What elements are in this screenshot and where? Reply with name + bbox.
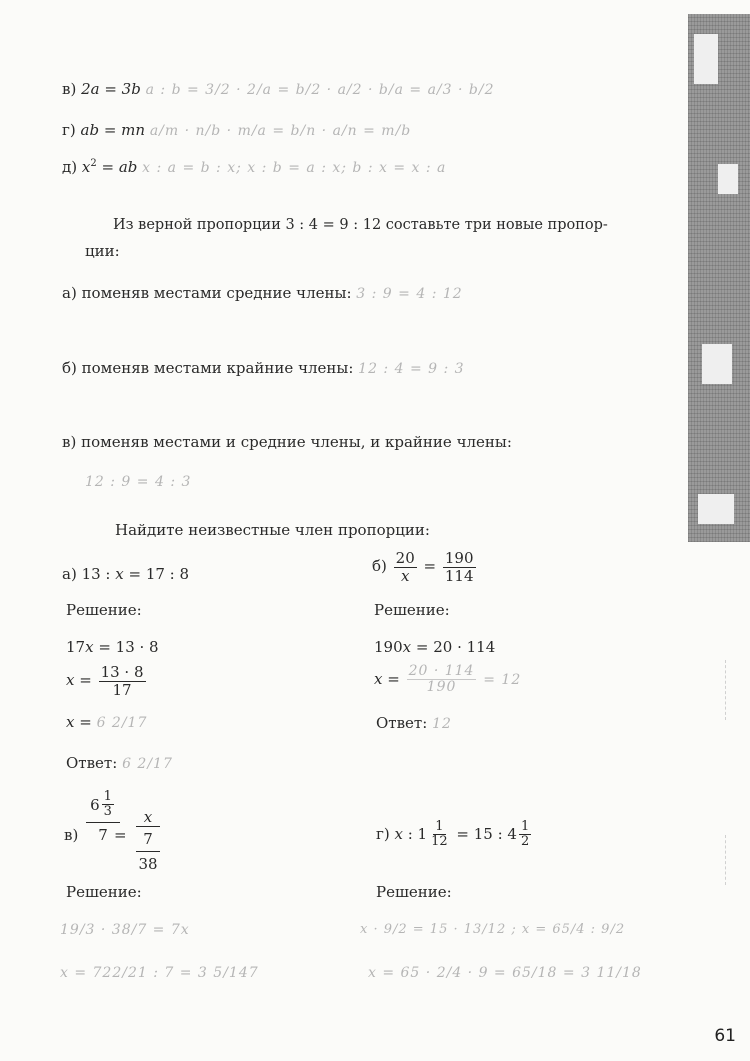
task3-g-label: г)	[376, 824, 395, 843]
task3-a-answer	[66, 754, 173, 772]
task3-a-step3-var: x	[66, 713, 75, 731]
line-v-label: в)	[62, 80, 77, 98]
task3-a-answer-label: Ответ:	[66, 754, 118, 772]
task3-g-var: x	[394, 824, 403, 843]
task3-a-step3-handwriting: 6 2/17	[96, 715, 148, 731]
task3-b-step2	[374, 664, 521, 696]
task3-v-left-den: 7	[86, 822, 120, 844]
task3-g-f2-den: 2	[520, 834, 530, 850]
line-d-eq-exp: 2	[90, 158, 97, 169]
line-d-label: д)	[62, 158, 78, 176]
line-d-eq-base: x	[81, 158, 91, 176]
task3-b-step1	[374, 638, 495, 656]
task3-b-step2-eq: =	[382, 669, 405, 688]
line-g-equation: ab = mn	[80, 121, 146, 139]
task3-a-problem	[62, 565, 189, 583]
task2-v-handwriting: 12 : 9 = 4 : 3	[85, 474, 192, 490]
task3-v-hw-line2: x = 722/21 : 7 = 3 5/147	[60, 965, 259, 981]
task3-b-right-num: 190	[444, 549, 474, 567]
task3-g-f1-num: 1	[435, 819, 444, 834]
strip-block	[694, 34, 718, 84]
task2-b	[62, 359, 465, 377]
strip-block	[702, 344, 732, 384]
task3-a-step2-den: 17	[112, 680, 132, 699]
strip-block	[698, 494, 734, 524]
task3-v-hw-line1: 19/3 · 38/7 = 7x	[60, 922, 190, 938]
margin-mark	[725, 660, 726, 720]
task3-title: Найдите неизвестные член пропорции:	[115, 521, 430, 539]
line-g-handwriting: a/m · n/b · m/a = b/n · a/n = m/b	[149, 123, 412, 139]
page-edge-strip	[688, 14, 750, 542]
task3-g-f1-den: 12	[431, 834, 448, 850]
task3-a-step1-right: = 13 · 8	[93, 638, 159, 656]
task3-a-label: а) 13 :	[62, 565, 116, 583]
task3-v-left-fnum: 1	[103, 789, 112, 804]
strip-block	[718, 164, 738, 194]
task3-g-hw-line1: x · 9/2 = 15 · 13/12 ; x = 65/4 : 9/2	[360, 922, 626, 937]
task3-a-answer-handwriting: 6 2/17	[122, 756, 173, 772]
task3-g-hw-line2: x = 65 · 2/4 · 9 = 65/18 = 3 11/18	[368, 965, 642, 981]
line-g	[62, 121, 411, 139]
task3-b-answer-label: Ответ:	[376, 714, 428, 732]
task3-b-left-fraction	[394, 550, 417, 584]
task3-b-problem	[372, 550, 478, 584]
task3-a-step3	[66, 713, 147, 731]
task3-v-right-mid: 7	[136, 827, 160, 852]
task3-v-left-fden: 3	[103, 804, 112, 820]
task3-b-step2-var: x	[374, 669, 383, 688]
task3-a-step2-var: x	[66, 671, 75, 689]
task3-b-step2-hw-result: = 12	[483, 671, 522, 688]
task3-v-solution-label: Решение:	[66, 883, 142, 901]
task3-v-eq: =	[114, 826, 127, 844]
task3-g-f2-num: 1	[520, 819, 530, 834]
task3-v-right-num: x	[136, 808, 160, 827]
task2-v-text: в) поменяв местами и средние члены, и крайние члены:	[62, 433, 512, 451]
task3-g-solution-label: Решение:	[376, 883, 452, 901]
task3-a-step1-var: x	[85, 638, 94, 656]
task3-a-solution-label: Решение:	[66, 601, 142, 619]
line-v-equation: 2a = 3b	[81, 80, 141, 98]
task3-g-fraction1	[429, 820, 450, 850]
task3-g-mid: : 1	[402, 824, 428, 843]
task3-v-right-den: 38	[138, 855, 158, 873]
task3-b-step1-var: x	[402, 638, 412, 656]
task3-b-right-fraction	[443, 550, 476, 584]
task3-g-fraction2	[519, 820, 531, 850]
task3-b-step2-hw-den: 190	[426, 679, 457, 696]
task2-a	[62, 284, 463, 302]
task3-v-left-inner-fraction	[102, 790, 114, 820]
task3-a-step2	[66, 664, 148, 698]
task3-b-answer-handwriting: 12	[432, 716, 452, 732]
line-g-label: г)	[62, 121, 76, 139]
task3-a-step2-fraction	[99, 664, 146, 698]
task3-g-problem	[376, 820, 533, 850]
task3-b-eq: =	[418, 557, 441, 575]
line-v	[62, 80, 494, 98]
line-d-eq-rest: = ab	[96, 158, 138, 176]
line-v-handwriting: a : b = 3/2 · 2/a = b/2 · a/2 · b/a = a/3 · b/2	[145, 82, 495, 98]
task3-b-answer	[376, 714, 452, 732]
task3-a-step2-num: 13 · 8	[100, 663, 144, 681]
task3-a-step1-left: 17	[66, 638, 86, 656]
task3-b-left-num: 20	[395, 549, 415, 567]
page-number: 61	[714, 1026, 736, 1046]
task3-a-step1	[66, 638, 159, 656]
task3-v-left-whole: 6	[90, 795, 100, 814]
task3-b-solution-label: Решение:	[374, 601, 450, 619]
task2-b-text: б) поменяв местами крайние члены:	[62, 359, 354, 377]
task3-b-step2-hw-fraction	[407, 664, 477, 696]
task2-a-text: а) поменяв местами средние члены:	[62, 284, 352, 302]
task3-b-step1-right: = 20 · 114	[411, 638, 496, 656]
task3-a-var: x	[115, 565, 124, 583]
task2-a-handwriting: 3 : 9 = 4 : 12	[356, 286, 463, 302]
task3-a-step2-eq: =	[74, 671, 97, 689]
task2-intro-line2: ции:	[85, 242, 120, 260]
task3-b-left-den: x	[400, 566, 410, 585]
task3-g-mid2: = 15 : 4	[451, 824, 517, 843]
task3-b-step2-hw-num: 20 · 114	[408, 663, 475, 679]
task2-b-handwriting: 12 : 4 = 9 : 3	[358, 361, 465, 377]
task3-a-label-rest: = 17 : 8	[123, 565, 190, 583]
task3-v-label: в)	[64, 826, 79, 844]
task3-v-right-block	[136, 808, 160, 873]
task3-b-label: б)	[372, 557, 387, 575]
task3-b-step1-left: 190	[374, 638, 403, 656]
task3-b-right-den: 114	[444, 566, 474, 585]
line-d-handwriting: x : a = b : x; x : b = a : x; b : x = x : a	[142, 160, 447, 176]
task2-intro-line1: Из верной пропорции 3 : 4 = 9 : 12 составьте три новые пропор-	[113, 217, 608, 233]
margin-mark	[725, 835, 726, 885]
task3-a-step3-eq: =	[74, 713, 97, 731]
line-d	[62, 158, 446, 176]
